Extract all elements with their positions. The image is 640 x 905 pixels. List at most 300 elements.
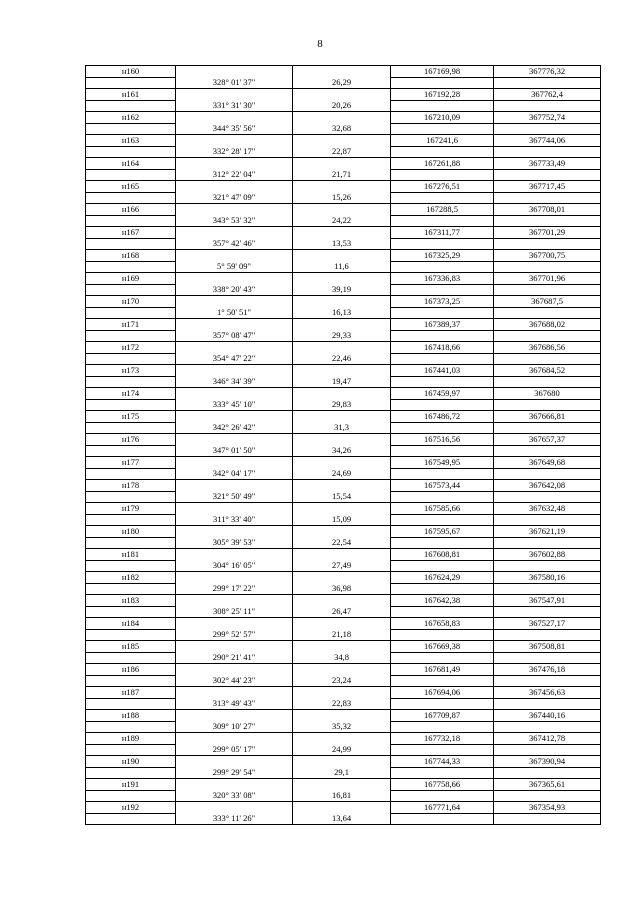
coord-y: 367412,78 [494, 733, 601, 745]
empty-cell [494, 744, 601, 756]
coord-x: 167642,38 [391, 595, 494, 607]
point-name: н160 [86, 66, 176, 78]
coord-y: 367547,91 [494, 595, 601, 607]
direction-angle: 321° 47' 09" [176, 192, 293, 204]
empty-cell [391, 284, 494, 296]
coord-y: 367657,37 [494, 434, 601, 446]
empty-cell [391, 698, 494, 710]
point-row [86, 802, 601, 814]
segment-length: 24,69 [293, 468, 391, 480]
empty-cell [86, 514, 176, 526]
segment-row [86, 192, 601, 204]
empty-cell [86, 537, 176, 549]
empty-cell [293, 365, 391, 377]
point-name: н173 [86, 365, 176, 377]
empty-cell [293, 112, 391, 124]
segment-row [86, 146, 601, 158]
segment-length: 20,26 [293, 100, 391, 112]
direction-angle: 299° 05' 17" [176, 744, 293, 756]
segment-length: 15,26 [293, 192, 391, 204]
empty-cell [293, 733, 391, 745]
empty-cell [86, 123, 176, 135]
coord-y: 367684,52 [494, 365, 601, 377]
direction-angle: 342° 04' 17" [176, 468, 293, 480]
empty-cell [494, 767, 601, 779]
point-name: н169 [86, 273, 176, 285]
point-name: н183 [86, 595, 176, 607]
coord-y: 367440,16 [494, 710, 601, 722]
empty-cell [176, 273, 293, 285]
empty-cell [494, 215, 601, 227]
segment-row [86, 514, 601, 526]
empty-cell [293, 526, 391, 538]
empty-cell [86, 813, 176, 825]
coord-x: 167441,03 [391, 365, 494, 377]
empty-cell [494, 583, 601, 595]
coord-y: 367632,48 [494, 503, 601, 515]
empty-cell [391, 767, 494, 779]
empty-cell [391, 629, 494, 641]
empty-cell [176, 549, 293, 561]
direction-angle: 328° 01' 37" [176, 77, 293, 89]
point-row [86, 710, 601, 722]
empty-cell [86, 698, 176, 710]
coord-x: 167658,83 [391, 618, 494, 630]
coord-y: 367701,96 [494, 273, 601, 285]
coord-x: 167192,28 [391, 89, 494, 101]
point-row [86, 273, 601, 285]
point-row [86, 572, 601, 584]
empty-cell [391, 813, 494, 825]
segment-length: 11,6 [293, 261, 391, 273]
empty-cell [293, 296, 391, 308]
point-name: н161 [86, 89, 176, 101]
direction-angle: 320° 33' 08" [176, 790, 293, 802]
segment-length: 31,3 [293, 422, 391, 434]
point-name: н166 [86, 204, 176, 216]
coord-x: 167681,49 [391, 664, 494, 676]
segment-length: 23,24 [293, 675, 391, 687]
empty-cell [494, 698, 601, 710]
coord-y: 367686,56 [494, 342, 601, 354]
empty-cell [391, 560, 494, 572]
segment-length: 22,46 [293, 353, 391, 365]
empty-cell [494, 376, 601, 388]
empty-cell [176, 802, 293, 814]
direction-angle: 333° 45' 10" [176, 399, 293, 411]
segment-row [86, 123, 601, 135]
direction-angle: 357° 08' 47" [176, 330, 293, 342]
empty-cell [86, 238, 176, 250]
segment-row [86, 330, 601, 342]
empty-cell [391, 192, 494, 204]
direction-angle: 342° 26' 42" [176, 422, 293, 434]
empty-cell [391, 514, 494, 526]
empty-cell [391, 169, 494, 181]
empty-cell [494, 422, 601, 434]
point-row [86, 480, 601, 492]
empty-cell [391, 790, 494, 802]
segment-length: 26,47 [293, 606, 391, 618]
segment-length: 22,87 [293, 146, 391, 158]
empty-cell [494, 192, 601, 204]
point-row [86, 388, 601, 400]
empty-cell [494, 445, 601, 457]
empty-cell [176, 66, 293, 78]
coord-y: 367687,5 [494, 296, 601, 308]
segment-row [86, 491, 601, 503]
page-number: 8 [317, 38, 323, 50]
empty-cell [391, 146, 494, 158]
empty-cell [391, 583, 494, 595]
empty-cell [391, 77, 494, 89]
point-name: н191 [86, 779, 176, 791]
empty-cell [86, 77, 176, 89]
coord-y: 367717,45 [494, 181, 601, 193]
empty-cell [293, 204, 391, 216]
empty-cell [494, 468, 601, 480]
point-row [86, 365, 601, 377]
empty-cell [293, 664, 391, 676]
segment-row [86, 215, 601, 227]
point-name: н175 [86, 411, 176, 423]
coord-y: 367701,29 [494, 227, 601, 239]
point-name: н186 [86, 664, 176, 676]
point-row [86, 457, 601, 469]
point-name: н172 [86, 342, 176, 354]
empty-cell [494, 560, 601, 572]
coordinates-table [85, 65, 601, 825]
empty-cell [176, 641, 293, 653]
point-name: н177 [86, 457, 176, 469]
segment-length: 13,53 [293, 238, 391, 250]
empty-cell [176, 457, 293, 469]
coordinates-table-body [86, 66, 601, 825]
empty-cell [494, 675, 601, 687]
point-name: н180 [86, 526, 176, 538]
direction-angle: 338° 20' 43" [176, 284, 293, 296]
empty-cell [176, 756, 293, 768]
empty-cell [293, 411, 391, 423]
empty-cell [494, 721, 601, 733]
segment-length: 24,99 [293, 744, 391, 756]
segment-row [86, 261, 601, 273]
coord-y: 367365,61 [494, 779, 601, 791]
point-name: н178 [86, 480, 176, 492]
point-name: н179 [86, 503, 176, 515]
empty-cell [176, 204, 293, 216]
coord-x: 167311,77 [391, 227, 494, 239]
direction-angle: 1° 50' 51" [176, 307, 293, 319]
point-name: н181 [86, 549, 176, 561]
point-name: н171 [86, 319, 176, 331]
point-row [86, 135, 601, 147]
empty-cell [293, 503, 391, 515]
empty-cell [494, 629, 601, 641]
coord-y: 367666,81 [494, 411, 601, 423]
empty-cell [494, 261, 601, 273]
empty-cell [86, 468, 176, 480]
empty-cell [494, 330, 601, 342]
coord-x: 167516,56 [391, 434, 494, 446]
point-row [86, 181, 601, 193]
empty-cell [494, 238, 601, 250]
coord-y: 367580,16 [494, 572, 601, 584]
empty-cell [86, 744, 176, 756]
segment-row [86, 307, 601, 319]
coord-y: 367508,81 [494, 641, 601, 653]
direction-angle: 321° 50' 49" [176, 491, 293, 503]
segment-length: 15,09 [293, 514, 391, 526]
empty-cell [176, 687, 293, 699]
empty-cell [86, 376, 176, 388]
empty-cell [86, 192, 176, 204]
empty-cell [176, 250, 293, 262]
segment-row [86, 399, 601, 411]
empty-cell [176, 388, 293, 400]
segment-row [86, 790, 601, 802]
empty-cell [391, 376, 494, 388]
coord-x: 167585,66 [391, 503, 494, 515]
segment-row [86, 77, 601, 89]
segment-row [86, 652, 601, 664]
segment-row [86, 560, 601, 572]
empty-cell [176, 618, 293, 630]
coord-x: 167276,51 [391, 181, 494, 193]
empty-cell [176, 480, 293, 492]
point-row [86, 756, 601, 768]
coord-y: 367700,75 [494, 250, 601, 262]
empty-cell [293, 434, 391, 446]
empty-cell [176, 296, 293, 308]
coord-y: 367602,88 [494, 549, 601, 561]
empty-cell [176, 434, 293, 446]
empty-cell [293, 779, 391, 791]
segment-row [86, 606, 601, 618]
empty-cell [293, 549, 391, 561]
empty-cell [293, 66, 391, 78]
segment-length: 26,29 [293, 77, 391, 89]
point-row [86, 434, 601, 446]
empty-cell [494, 813, 601, 825]
empty-cell [293, 158, 391, 170]
point-row [86, 618, 601, 630]
segment-length: 29,1 [293, 767, 391, 779]
segment-row [86, 767, 601, 779]
segment-length: 15,54 [293, 491, 391, 503]
empty-cell [391, 445, 494, 457]
empty-cell [391, 721, 494, 733]
point-name: н182 [86, 572, 176, 584]
empty-cell [176, 181, 293, 193]
empty-cell [86, 284, 176, 296]
empty-cell [391, 399, 494, 411]
empty-cell [391, 468, 494, 480]
empty-cell [176, 365, 293, 377]
empty-cell [293, 89, 391, 101]
empty-cell [391, 215, 494, 227]
coord-y: 367733,49 [494, 158, 601, 170]
segment-row [86, 284, 601, 296]
segment-row [86, 422, 601, 434]
point-row [86, 112, 601, 124]
coord-y: 367688,02 [494, 319, 601, 331]
empty-cell [86, 215, 176, 227]
coord-y: 367776,32 [494, 66, 601, 78]
coord-y: 367456,63 [494, 687, 601, 699]
empty-cell [176, 158, 293, 170]
empty-cell [494, 284, 601, 296]
direction-angle: 299° 52' 57" [176, 629, 293, 641]
segment-length: 32,68 [293, 123, 391, 135]
empty-cell [293, 618, 391, 630]
empty-cell [86, 790, 176, 802]
point-name: н174 [86, 388, 176, 400]
segment-length: 34,8 [293, 652, 391, 664]
segment-row [86, 744, 601, 756]
empty-cell [293, 135, 391, 147]
direction-angle: 304° 16' 05" [176, 560, 293, 572]
point-name: н192 [86, 802, 176, 814]
empty-cell [293, 227, 391, 239]
empty-cell [494, 399, 601, 411]
coord-y: 367476,18 [494, 664, 601, 676]
coord-x: 167709,87 [391, 710, 494, 722]
empty-cell [293, 595, 391, 607]
direction-angle: 308° 25' 11" [176, 606, 293, 618]
empty-cell [391, 422, 494, 434]
segment-length: 27,49 [293, 560, 391, 572]
empty-cell [494, 307, 601, 319]
empty-cell [494, 353, 601, 365]
direction-angle: 331° 31' 30" [176, 100, 293, 112]
segment-length: 22,54 [293, 537, 391, 549]
point-name: н163 [86, 135, 176, 147]
point-row [86, 641, 601, 653]
empty-cell [293, 319, 391, 331]
point-row [86, 664, 601, 676]
point-name: н167 [86, 227, 176, 239]
direction-angle: 290° 21' 41" [176, 652, 293, 664]
direction-angle: 313° 49' 43" [176, 698, 293, 710]
empty-cell [176, 526, 293, 538]
coord-y: 367744,06 [494, 135, 601, 147]
direction-angle: 305° 39' 53" [176, 537, 293, 549]
direction-angle: 5° 59' 09" [176, 261, 293, 273]
coord-y: 367621,19 [494, 526, 601, 538]
empty-cell [176, 572, 293, 584]
empty-cell [494, 169, 601, 181]
direction-angle: 333° 11' 26" [176, 813, 293, 825]
point-row [86, 66, 601, 78]
coord-x: 167210,09 [391, 112, 494, 124]
direction-angle: 354° 47' 22" [176, 353, 293, 365]
point-name: н187 [86, 687, 176, 699]
segment-length: 16,81 [293, 790, 391, 802]
segment-row [86, 238, 601, 250]
segment-row [86, 675, 601, 687]
empty-cell [86, 330, 176, 342]
coord-x: 167595,67 [391, 526, 494, 538]
coord-x: 167288,5 [391, 204, 494, 216]
point-name: н165 [86, 181, 176, 193]
coord-y: 367527,17 [494, 618, 601, 630]
empty-cell [176, 319, 293, 331]
empty-cell [391, 491, 494, 503]
direction-angle: 332° 28' 17" [176, 146, 293, 158]
empty-cell [86, 399, 176, 411]
empty-cell [494, 100, 601, 112]
empty-cell [86, 422, 176, 434]
empty-cell [86, 353, 176, 365]
point-row [86, 549, 601, 561]
empty-cell [293, 710, 391, 722]
segment-length: 36,98 [293, 583, 391, 595]
empty-cell [86, 146, 176, 158]
direction-angle: 347° 01' 50" [176, 445, 293, 457]
empty-cell [293, 250, 391, 262]
empty-cell [176, 135, 293, 147]
segment-row [86, 583, 601, 595]
empty-cell [293, 342, 391, 354]
empty-cell [86, 767, 176, 779]
point-name: н176 [86, 434, 176, 446]
direction-angle: 344° 35' 56" [176, 123, 293, 135]
empty-cell [494, 123, 601, 135]
empty-cell [293, 572, 391, 584]
segment-length: 16,13 [293, 307, 391, 319]
empty-cell [391, 606, 494, 618]
empty-cell [391, 307, 494, 319]
empty-cell [391, 330, 494, 342]
empty-cell [176, 779, 293, 791]
point-name: н168 [86, 250, 176, 262]
empty-cell [86, 491, 176, 503]
direction-angle: 302° 44' 23" [176, 675, 293, 687]
empty-cell [86, 100, 176, 112]
empty-cell [176, 595, 293, 607]
empty-cell [391, 261, 494, 273]
segment-length: 24,22 [293, 215, 391, 227]
empty-cell [176, 503, 293, 515]
coord-x: 167573,44 [391, 480, 494, 492]
point-name: н162 [86, 112, 176, 124]
coord-x: 167669,38 [391, 641, 494, 653]
point-name: н170 [86, 296, 176, 308]
segment-row [86, 376, 601, 388]
point-name: н189 [86, 733, 176, 745]
point-name: н185 [86, 641, 176, 653]
empty-cell [494, 77, 601, 89]
point-name: н190 [86, 756, 176, 768]
empty-cell [391, 744, 494, 756]
coord-y: 367649,68 [494, 457, 601, 469]
coord-x: 167486,72 [391, 411, 494, 423]
empty-cell [86, 652, 176, 664]
coord-y: 367680 [494, 388, 601, 400]
coord-y: 367708,01 [494, 204, 601, 216]
segment-row [86, 698, 601, 710]
empty-cell [86, 169, 176, 181]
coord-x: 167771,64 [391, 802, 494, 814]
empty-cell [176, 89, 293, 101]
empty-cell [176, 664, 293, 676]
coord-y: 367752,74 [494, 112, 601, 124]
coord-y: 367390,94 [494, 756, 601, 768]
coord-x: 167758,66 [391, 779, 494, 791]
empty-cell [86, 445, 176, 457]
point-row [86, 227, 601, 239]
